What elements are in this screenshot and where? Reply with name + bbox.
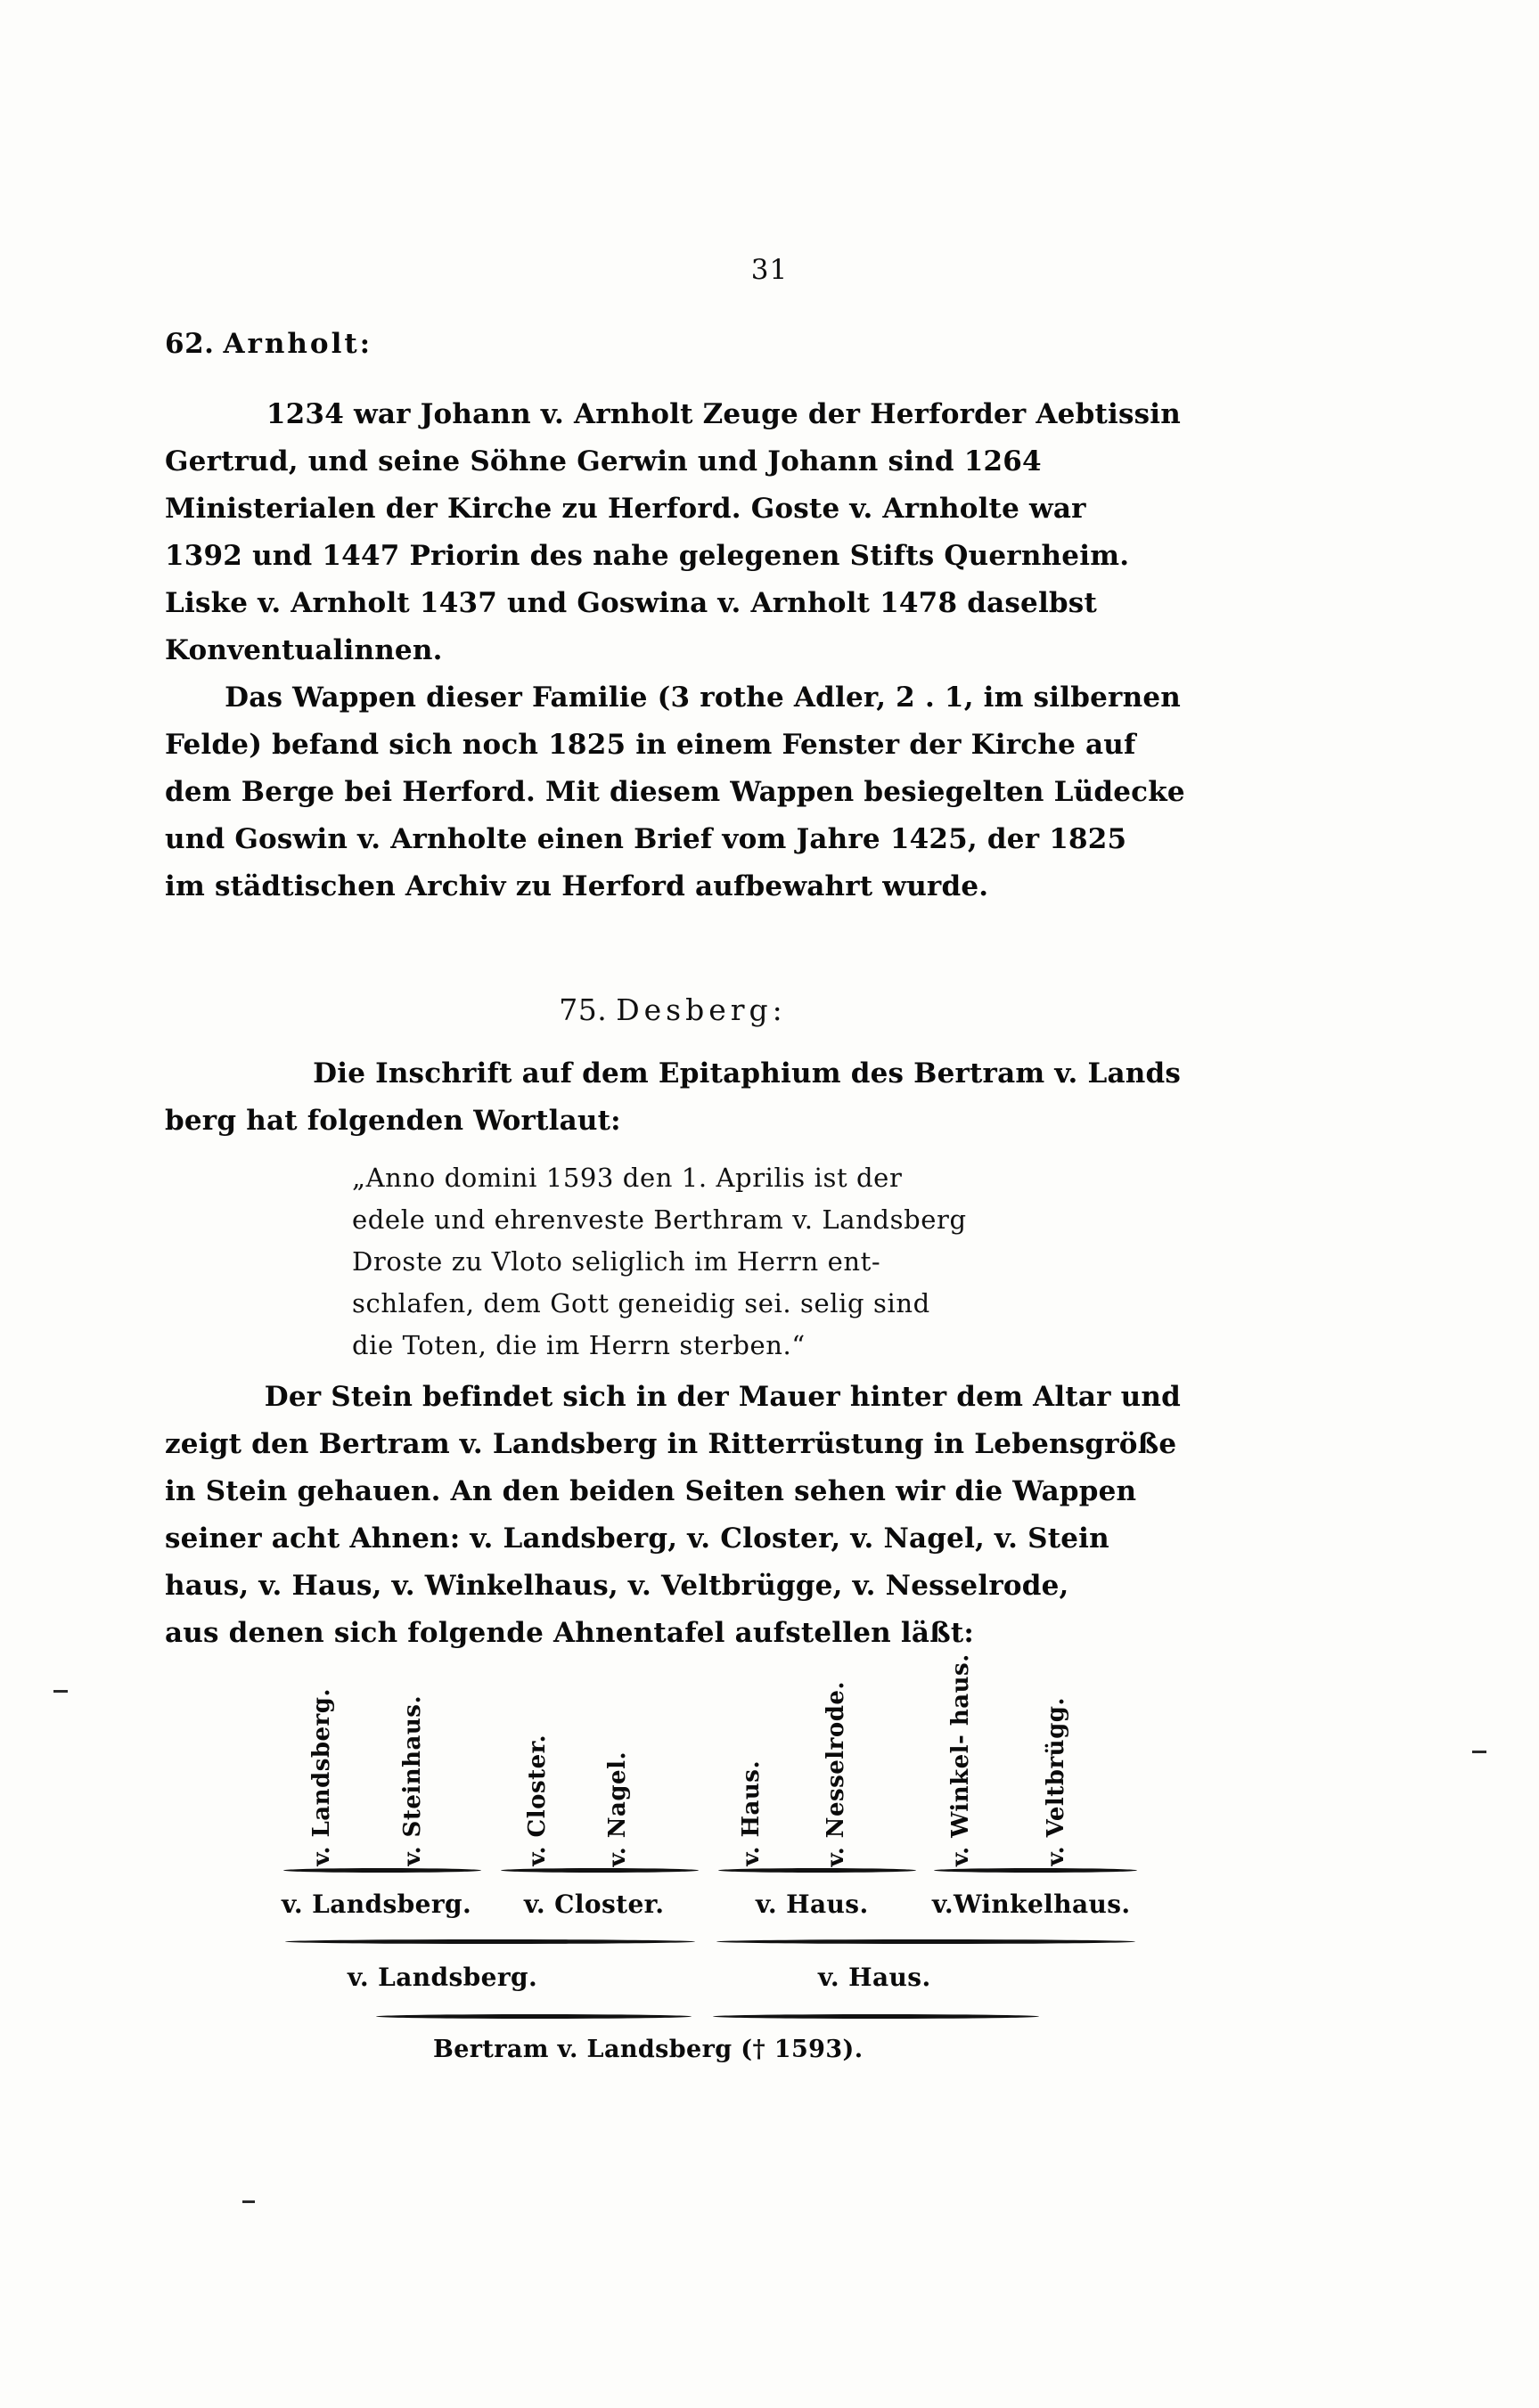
inscription-line: schlafen, dem Gott geneidig sei. selig sind xyxy=(352,1288,930,1318)
inscription-line: die Toten, die im Herrn sterben.“ xyxy=(352,1330,806,1360)
text-line xyxy=(165,1563,1181,1610)
text-line xyxy=(165,1098,1181,1145)
line-text: im städtischen Archiv zu Herford aufbewahrt wurde. xyxy=(165,870,989,902)
brace-g3-winkelhaus-veltbrugg xyxy=(934,1868,1137,1873)
line-text: Die Inschrift auf dem Epitaphium des Bertram v. Lands xyxy=(313,1057,1181,1090)
paragraph-arnholt-2 xyxy=(165,674,1185,910)
ancestor-label-steinhaus: v. Steinhaus. xyxy=(399,1695,426,1866)
text-line xyxy=(165,1374,1181,1421)
ancestor-node-landsberg-g1: v. Landsberg. xyxy=(348,1963,538,1992)
brace-g3-landsberg-steinhaus xyxy=(283,1868,481,1873)
ancestor-chart xyxy=(267,1626,1176,2125)
paragraph-arnholt-1 xyxy=(165,391,1181,674)
ancestor-node-haus-g1: v. Haus. xyxy=(818,1963,931,1992)
text-line xyxy=(165,1468,1181,1515)
section-name: Desberg: xyxy=(616,992,787,1027)
text-line xyxy=(165,486,1181,533)
line-text: und Goswin v. Arnholte einen Brief vom Jahre 1425, der 1825 xyxy=(165,823,1127,855)
ancestor-label-closter: v. Closter. xyxy=(524,1735,551,1866)
line-text: Der Stein befindet sich in der Mauer hinter dem Altar und xyxy=(264,1381,1181,1413)
line-text: aus denen sich folgende Ahnentafel aufstellen läßt: xyxy=(165,1617,975,1649)
text-line xyxy=(165,391,1181,438)
line-text: dem Berge bei Herford. Mit diesem Wappen besiegelten Lüdecke xyxy=(165,776,1185,808)
section-heading-desberg xyxy=(165,992,1181,1027)
line-text: Das Wappen dieser Familie (3 rothe Adler, 2 . 1, im silbernen xyxy=(225,682,1181,714)
text-column xyxy=(165,321,1185,1657)
ancestor-node-haus: v. Haus. xyxy=(756,1890,869,1919)
line-text: Felde) befand sich noch 1825 in einem Fenster der Kirche auf xyxy=(165,729,1136,761)
line-text: seiner acht Ahnen: v. Landsberg, v. Closter, v. Nagel, v. Stein xyxy=(165,1522,1109,1555)
section-number: 62. xyxy=(165,328,215,360)
ancestor-label-nagel: v. Nagel. xyxy=(604,1751,631,1866)
margin-tick-bottom xyxy=(242,2200,255,2203)
text-line xyxy=(165,816,1181,863)
text-line xyxy=(165,627,1181,674)
paragraph-desberg-1 xyxy=(165,1050,1181,1145)
brace-g3-haus-nesselrode xyxy=(718,1868,916,1873)
inscription-line: „Anno domini 1593 den 1. Aprilis ist der xyxy=(352,1163,903,1193)
line-text: Ministerialen der Kirche zu Herford. Goste v. Arnholte war xyxy=(165,493,1086,525)
text-line xyxy=(165,1515,1181,1563)
generation-3-row xyxy=(267,1626,1176,1866)
brace-g3-closter-nagel xyxy=(501,1868,699,1873)
section-heading-arnholt xyxy=(165,321,1181,368)
line-text: in Stein gehauen. An den beiden Seiten sehen wir die Wappen xyxy=(165,1475,1137,1507)
ancestor-label-nesselrode: v. Nesselrode. xyxy=(823,1680,849,1866)
line-text: zeigt den Bertram v. Landsberg in Ritterrüstung in Lebensgröße xyxy=(165,1428,1177,1460)
text-line xyxy=(165,674,1181,722)
section-number: 75. xyxy=(559,992,608,1027)
ancestor-node-closter: v. Closter. xyxy=(524,1890,665,1919)
text-line xyxy=(165,769,1185,816)
line-text: 1234 war Johann v. Arnholt Zeuge der Herforder Aebtissin xyxy=(266,398,1181,430)
margin-tick-left xyxy=(53,1690,68,1693)
section-spacer xyxy=(165,910,1181,992)
brace-g2-haus-winkelhaus xyxy=(716,1939,1135,1944)
ancestor-node-landsberg: v. Landsberg. xyxy=(282,1890,472,1919)
text-line xyxy=(165,1421,1181,1468)
inscription-line: edele und ehrenveste Berthram v. Landsberg xyxy=(352,1204,967,1235)
paragraph-desberg-2 xyxy=(165,1374,1181,1657)
text-line xyxy=(165,863,1181,910)
line-text: Liske v. Arnholt 1437 und Goswina v. Arnholt 1478 daselbst xyxy=(165,587,1097,619)
text-line xyxy=(165,1050,1181,1098)
line-text: Gertrud, und seine Söhne Gerwin und Johann sind 1264 xyxy=(165,445,1042,478)
margin-tick-right xyxy=(1472,1751,1486,1753)
ancestor-label-haus: v. Haus. xyxy=(738,1760,765,1866)
ancestor-label-veltbrugg: v. Veltbrügg. xyxy=(1043,1697,1069,1866)
page-number: 31 xyxy=(750,254,789,286)
epitaph-inscription xyxy=(352,1157,1181,1367)
ancestor-label-winkelhaus: v. Winkel- haus. xyxy=(947,1653,974,1866)
ancestor-node-root: Bertram v. Landsberg († 1593). xyxy=(433,2036,864,2063)
ancestor-node-winkelhaus: v.Winkelhaus. xyxy=(932,1890,1131,1919)
brace-g1-right xyxy=(713,2014,1039,2019)
ancestor-label-landsberg: v. Landsberg. xyxy=(308,1688,335,1866)
line-text: berg hat folgenden Wortlaut: xyxy=(165,1105,621,1137)
text-line xyxy=(165,438,1181,486)
line-text: haus, v. Haus, v. Winkelhaus, v. Veltbrügge, v. Nesselrode, xyxy=(165,1570,1069,1602)
section-name: Arnholt: xyxy=(223,328,373,360)
brace-g2-landsberg-closter xyxy=(285,1939,695,1944)
inscription-line: Droste zu Vloto seliglich im Herrn ent- xyxy=(352,1246,881,1277)
text-line xyxy=(165,533,1181,580)
line-text: Konventualinnen. xyxy=(165,634,443,666)
text-line xyxy=(165,722,1181,769)
line-text: 1392 und 1447 Priorin des nahe gelegenen Stifts Quernheim. xyxy=(165,540,1130,572)
text-line xyxy=(165,580,1181,627)
brace-g1-left xyxy=(376,2014,692,2019)
